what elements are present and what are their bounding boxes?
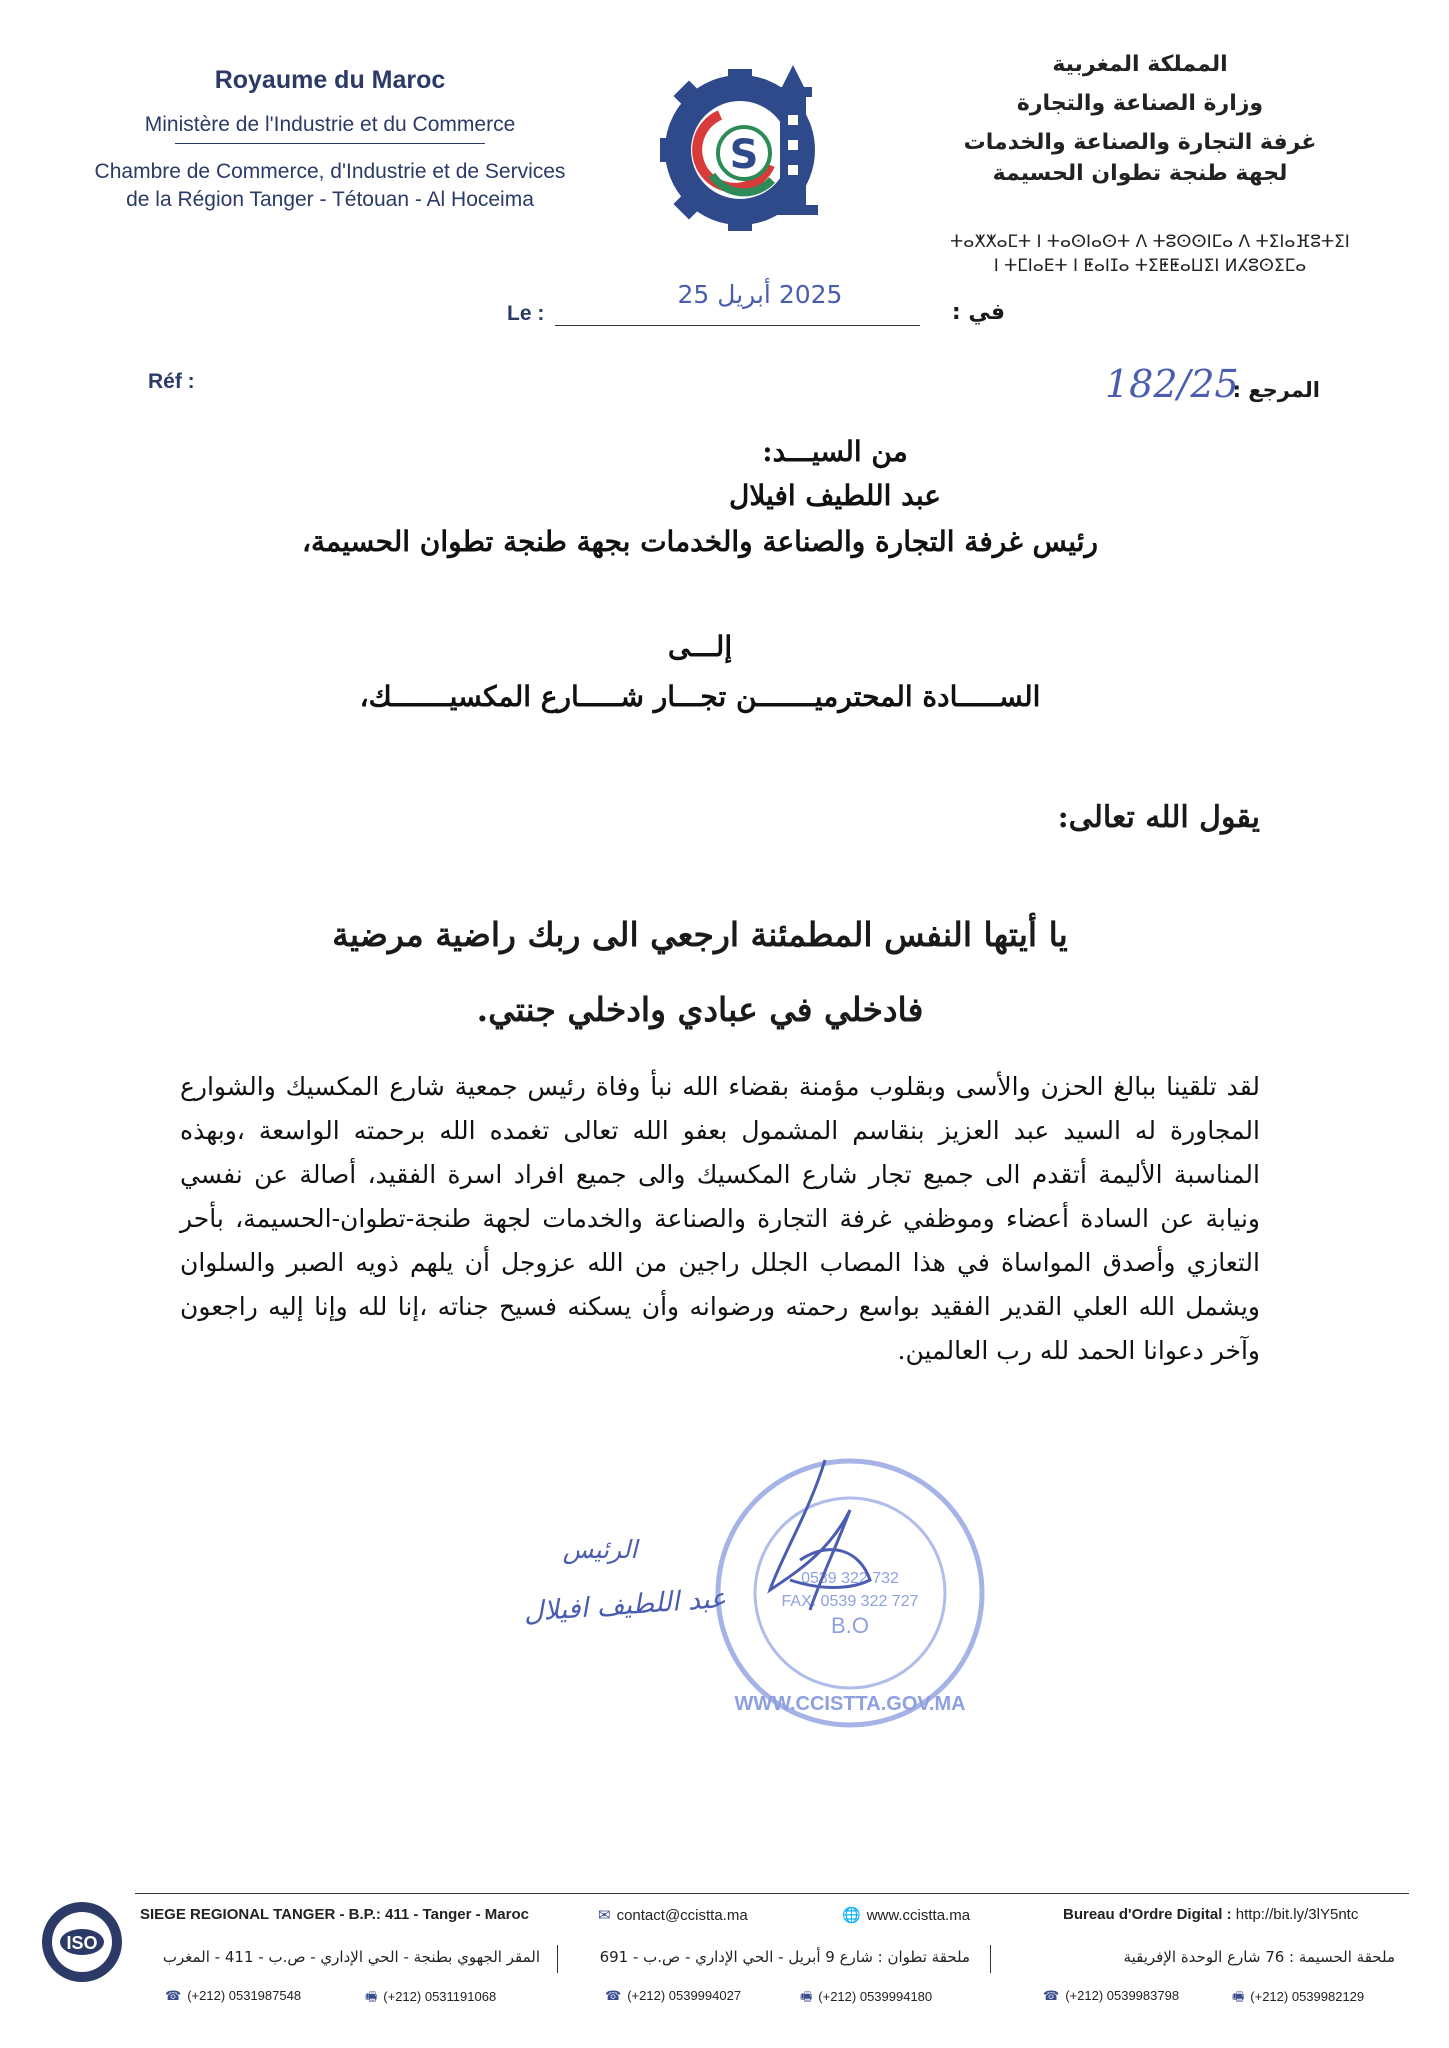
iso-badge <box>40 1900 124 1984</box>
verse-line-1: يا أيتها النفس المطمئنة ارجعي الى ربك راضية مرضية <box>332 915 1068 954</box>
footer-siege: SIEGE REGIONAL TANGER - B.P.: 411 - Tanger - Maroc <box>140 1906 529 1923</box>
chamber-logo <box>660 55 845 235</box>
footer-divider <box>135 1893 1409 1894</box>
footer-phone-hoceima-fax <box>1232 1988 1364 2010</box>
sender-from-label: من السيـــد: <box>762 435 908 468</box>
header-ar-kingdom: المملكة المغربية <box>1052 52 1228 77</box>
handwritten-signature <box>740 1440 900 1620</box>
footer-addr-hoceima: ملحقة الحسيمة : 76 شارع الوحدة الإفريقية <box>1123 1948 1395 1966</box>
signature-title: الرئيس <box>562 1535 638 1564</box>
footer-bod-label: Bureau d'Ordre Digital : <box>1063 1906 1232 1923</box>
condolence-paragraph: لقد تلقينا ببالغ الحزن والأسى وبقلوب مؤمنة بقضاء الله نبأ وفاة رئيس جمعية شارع المكسيك والشوارع المجاورة له السيد عبد العزيز بنقاسم المشمول بعفو الله تعالى تغمده الله برحمته الواسعة ،وبهذه المناسبة الأليمة أتقدم الى جميع تجار شارع المكسيك والى جميع افراد اسرة الفقيد، أصالة عن نفسي ونيابة عن السادة أعضاء وموظفي غرفة التجارة والصناعة والخدمات لجهة طنجة-تطوان-الحسيمة، بأحر التعازي وأصدق المواساة في هذا المصاب الجلل راجين من الله عزوجل أن يلهم ذويه الصبر والسلوان ويشمل الله العلي القدير الفقيد بواسع رحمته ورضوانه وأن يسكنه فسيح جناته ،إنا لله وإنا إليه راجعون وآخر دعوانا الحمد لله رب العالمين. <box>180 1072 1260 1365</box>
fax-icon: 🖷 <box>800 1989 813 2004</box>
date-label-fr: Le : <box>507 302 545 325</box>
footer-bod-url: http://bit.ly/3lY5ntc <box>1235 1906 1359 1923</box>
phone-icon: ☎ <box>605 1988 622 2003</box>
stamp-url: WWW.CCISTTA.GOV.MA <box>734 1693 966 1715</box>
ref-label-fr: Réf : <box>148 370 195 393</box>
sender-title: رئيس غرفة التجارة والصناعة والخدمات بجهة طنجة تطوان الحسيمة، <box>301 525 1099 558</box>
header-fr-divider <box>175 143 485 144</box>
phone-icon: ☎ <box>1043 1988 1060 2003</box>
verse-intro: يقول الله تعالى: <box>1057 800 1260 835</box>
sender-block <box>200 430 1200 566</box>
recipient-block <box>200 622 1200 722</box>
phone-tetouan-fax-text: (+212) 0539994180 <box>818 1989 933 2004</box>
footer-website-text: www.ccistta.ma <box>866 1907 971 1924</box>
header-tifinagh-block <box>950 230 1350 278</box>
stamp-code: B.O <box>831 1613 869 1638</box>
header-fr-kingdom: Royaume du Maroc <box>214 66 446 94</box>
stamp-tel: 0539 322 732 <box>801 1570 899 1587</box>
date-label-ar: في : <box>951 300 1005 325</box>
footer-phone-tetouan-tel <box>605 1988 741 2004</box>
header-fr-ministry: Ministère de l'Industrie et du Commerce <box>144 113 516 136</box>
verse-line-2: فادخلي في عبادي وادخلي جنتي. <box>476 990 924 1029</box>
header-ar-block <box>940 52 1340 186</box>
footer-sep-1 <box>557 1945 558 1973</box>
phone-hoceima-tel-text: (+212) 0539983798 <box>1065 1988 1180 2003</box>
header-ar-ministry: وزارة الصناعة والتجارة <box>1016 91 1264 116</box>
phone-tetouan-tel-text: (+212) 0539994027 <box>627 1988 742 2003</box>
footer-addr-tetouan: ملحقة تطوان : شارع 9 أبريل - الحي الإداري - ص.ب - 691 <box>599 1948 970 1966</box>
footer-addr-tanger: المقر الجهوي بطنجة - الحي الإداري - ص.ب - 411 - المغرب <box>162 1948 540 1966</box>
footer-website[interactable] <box>842 1906 970 1924</box>
fax-icon: 🖷 <box>365 1989 378 2004</box>
date-value: 2025 أبريل 25 <box>677 280 843 309</box>
ref-value: 182/25 <box>1105 362 1239 406</box>
sender-name: عبد اللطيف افيلال <box>729 479 941 512</box>
phone-tanger-fax-text: (+212) 0531191068 <box>383 1989 497 2004</box>
recipient-to-label: إلـــى <box>667 630 733 663</box>
footer-bod[interactable] <box>1063 1906 1358 1923</box>
ref-label-ar: المرجع : <box>1232 378 1320 402</box>
svg-text:S: S <box>729 132 759 178</box>
iso-label: ISO <box>66 1933 98 1953</box>
envelope-icon: ✉ <box>598 1907 611 1924</box>
footer-sep-2 <box>990 1945 991 1973</box>
header-fr-chamber: Chambre de Commerce, d'Industrie et de Services <box>94 160 566 183</box>
footer-phone-tanger-fax <box>365 1988 496 2010</box>
phone-hoceima-fax-text: (+212) 0539982129 <box>1250 1989 1365 2004</box>
footer-phone-tanger-tel <box>165 1988 301 2004</box>
s-letter-icon <box>697 115 772 192</box>
header-ar-region: لجهة طنجة تطوان الحسيمة <box>992 161 1288 186</box>
signature-name: عبد اللطيف افيلال <box>522 1582 728 1629</box>
phone-tanger-tel-text: (+212) 0531987548 <box>187 1988 302 2003</box>
footer-phone-hoceima-tel <box>1043 1988 1179 2004</box>
footer-email[interactable] <box>598 1906 748 1924</box>
recipient-name: الســـــادة المحترميـــــــن تجـــار شـــــارع المكسيـــــــك، <box>359 680 1041 713</box>
fax-icon: 🖷 <box>1232 1989 1245 2004</box>
footer-phone-tetouan-fax <box>800 1988 932 2010</box>
header-tifinagh-line1: ⵜⴰⵅⵅⴰⵎⵜ ⵏ ⵜⴰⵙⵏⴰⵙⵜ ⴷ ⵜⵓⵙⵙⵏⵎⴰ ⴷ ⵜⵉⵏⴰⴼⵓⵜⵉⵏ <box>950 232 1350 252</box>
date-underline <box>555 325 920 326</box>
phone-icon: ☎ <box>165 1988 182 2003</box>
header-tifinagh-line2: ⵏ ⵜⵎⵏⴰⴹⵜ ⵏ ⵟⴰⵏⵊⴰ ⵜⵉⵟⵟⴰⵡⵉⵏ ⵍⵃⵓⵙⵉⵎⴰ <box>993 256 1307 276</box>
header-fr-block <box>80 66 580 214</box>
stamp-fax: FAX: 0539 322 727 <box>781 1593 919 1610</box>
header-ar-chamber: غرفة التجارة والصناعة والخدمات <box>963 130 1317 155</box>
header-fr-region: de la Région Tanger - Tétouan - Al Hoceima <box>126 188 534 211</box>
globe-icon: 🌐 <box>842 1907 861 1924</box>
footer-email-text: contact@ccistta.ma <box>616 1907 748 1924</box>
